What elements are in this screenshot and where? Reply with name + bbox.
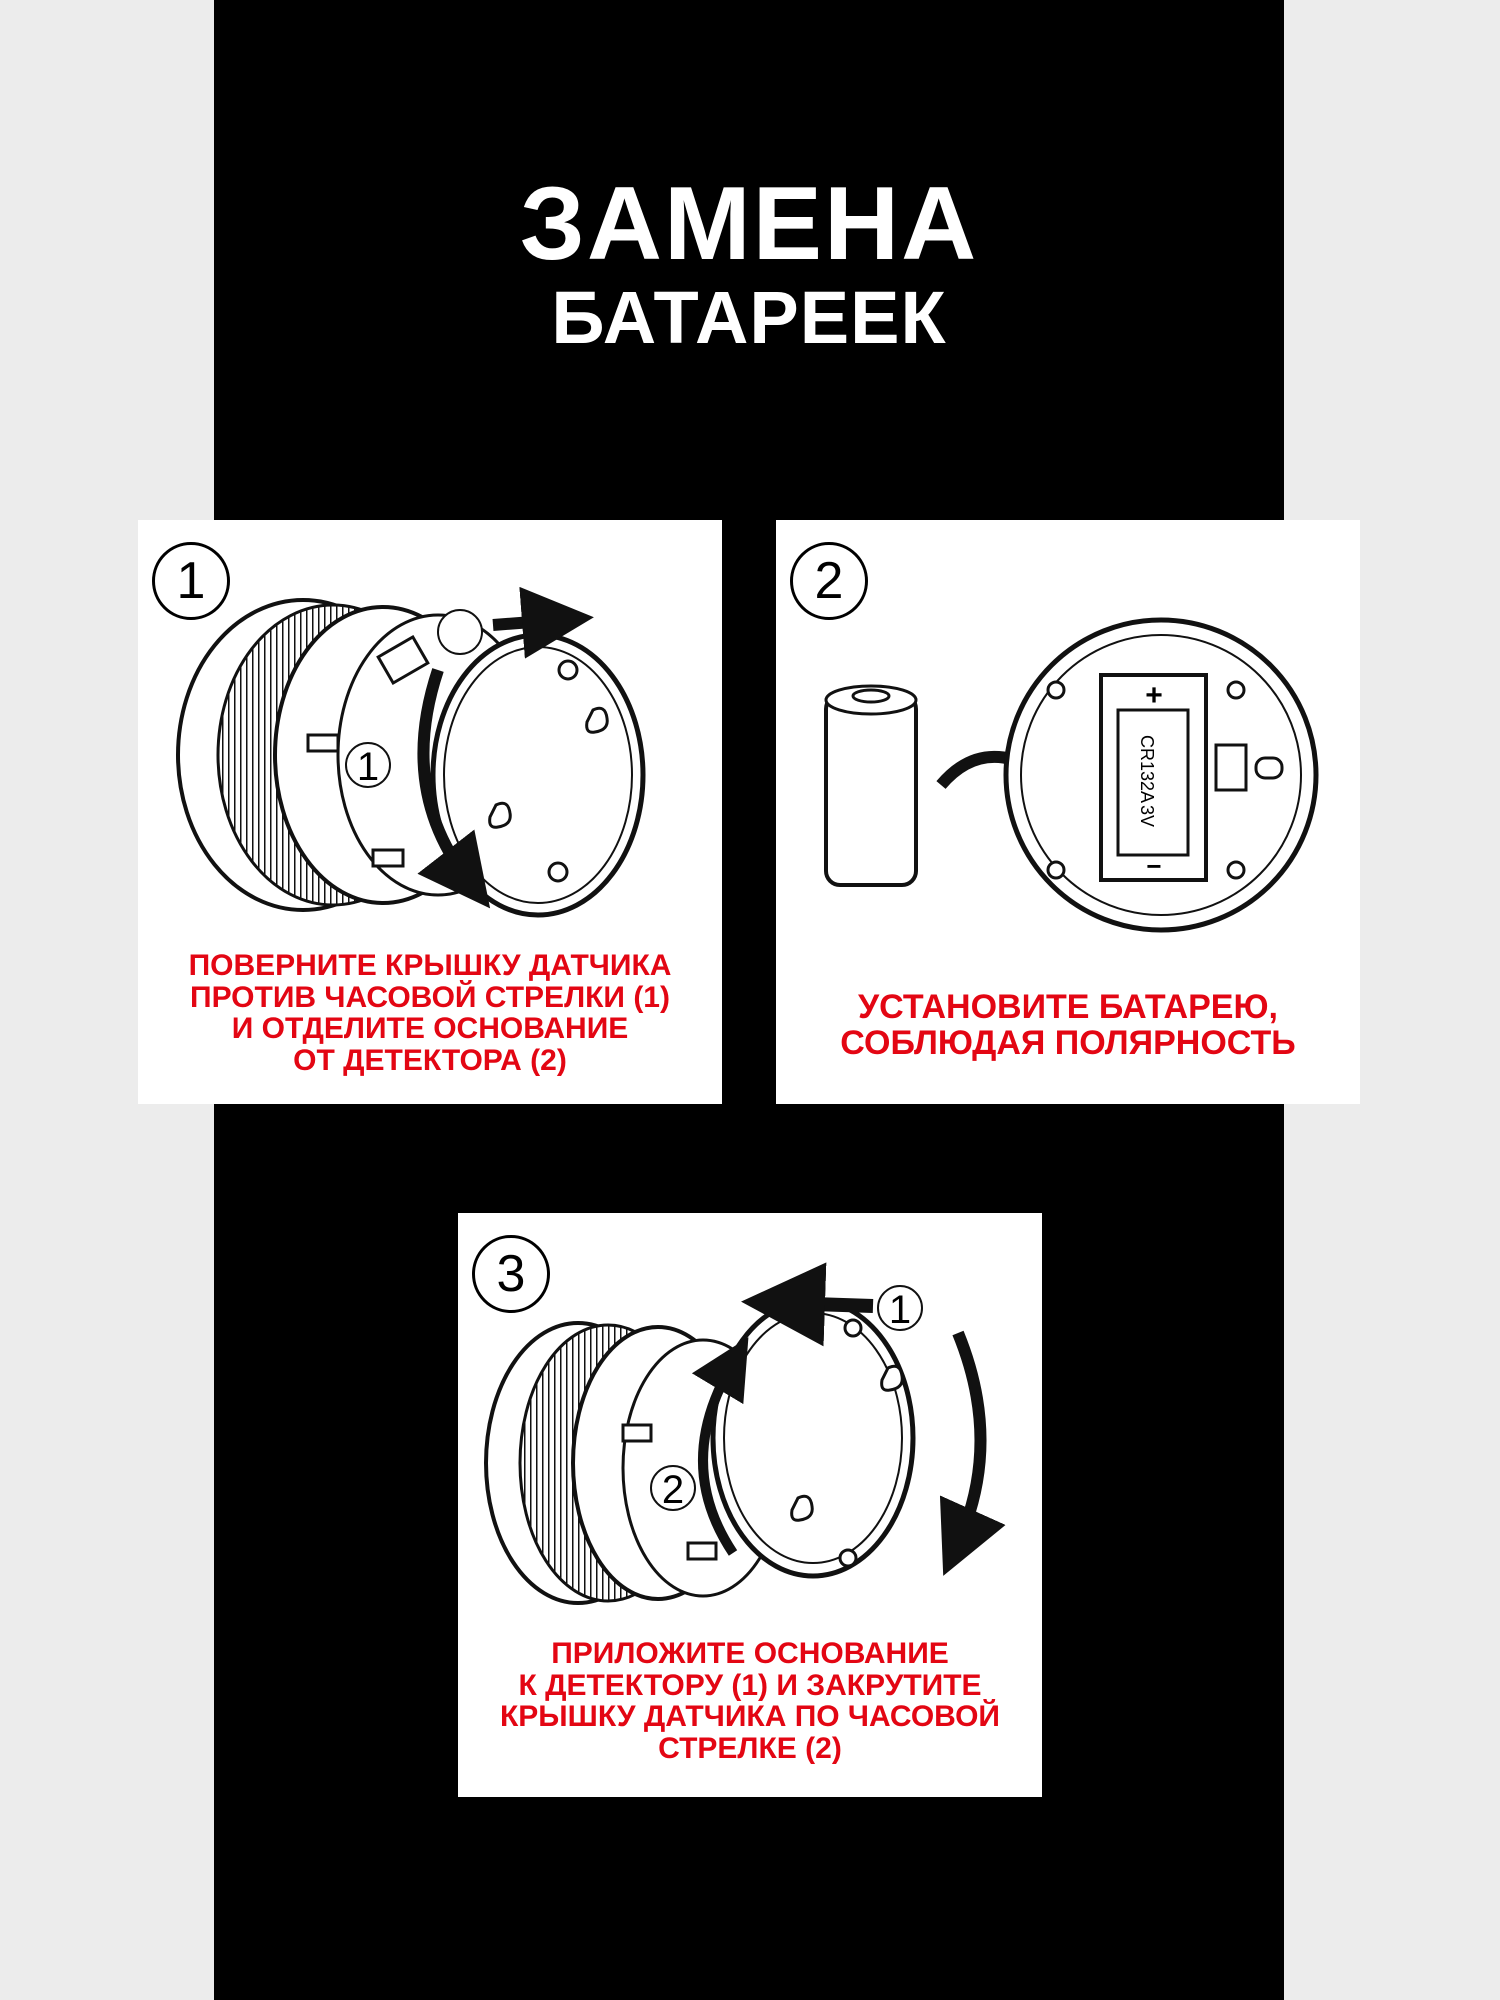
page-title-line2: БАТАРЕЕК — [551, 276, 947, 359]
battery-voltage-label: 3V — [1137, 805, 1157, 828]
step-2-card — [776, 520, 1360, 1104]
step-1-caption: ПОВЕРНИТЕ КРЫШКУ ДАТЧИКА ПРОТИВ ЧАСОВОЙ СТРЕЛКИ (1) И ОТДЕЛИТЕ ОСНОВАНИЕ ОТ ДЕТЕКТОРА (2) — [188, 949, 672, 1077]
step-2-caption: УСТАНОВИТЕ БАТАРЕЮ, СОБЛЮДАЯ ПОЛЯРНОСТЬ — [840, 988, 1296, 1062]
step-3-marker-2: 2 — [661, 1468, 685, 1512]
step-1-card — [138, 520, 722, 1104]
step-3-marker-1: 1 — [888, 1288, 912, 1332]
step-2-number: 2 — [790, 542, 868, 620]
step-1-number: 1 — [152, 542, 230, 620]
step-1-marker-1: 1 — [356, 745, 380, 789]
page-title-line1: ЗАМЕНА — [519, 166, 979, 282]
battery-model-label: CR132A — [1137, 735, 1157, 804]
battery-plus-sign: + — [1145, 679, 1163, 712]
step-3-card — [458, 1213, 1042, 1797]
step-3-caption: ПРИЛОЖИТЕ ОСНОВАНИЕ К ДЕТЕКТОРУ (1) И ЗАКРУТИТЕ КРЫШКУ ДАТЧИКА ПО ЧАСОВОЙ СТРЕЛКЕ (2) — [499, 1637, 1000, 1765]
battery-minus-sign: − — [1146, 851, 1162, 881]
step-3-number: 3 — [472, 1235, 550, 1313]
